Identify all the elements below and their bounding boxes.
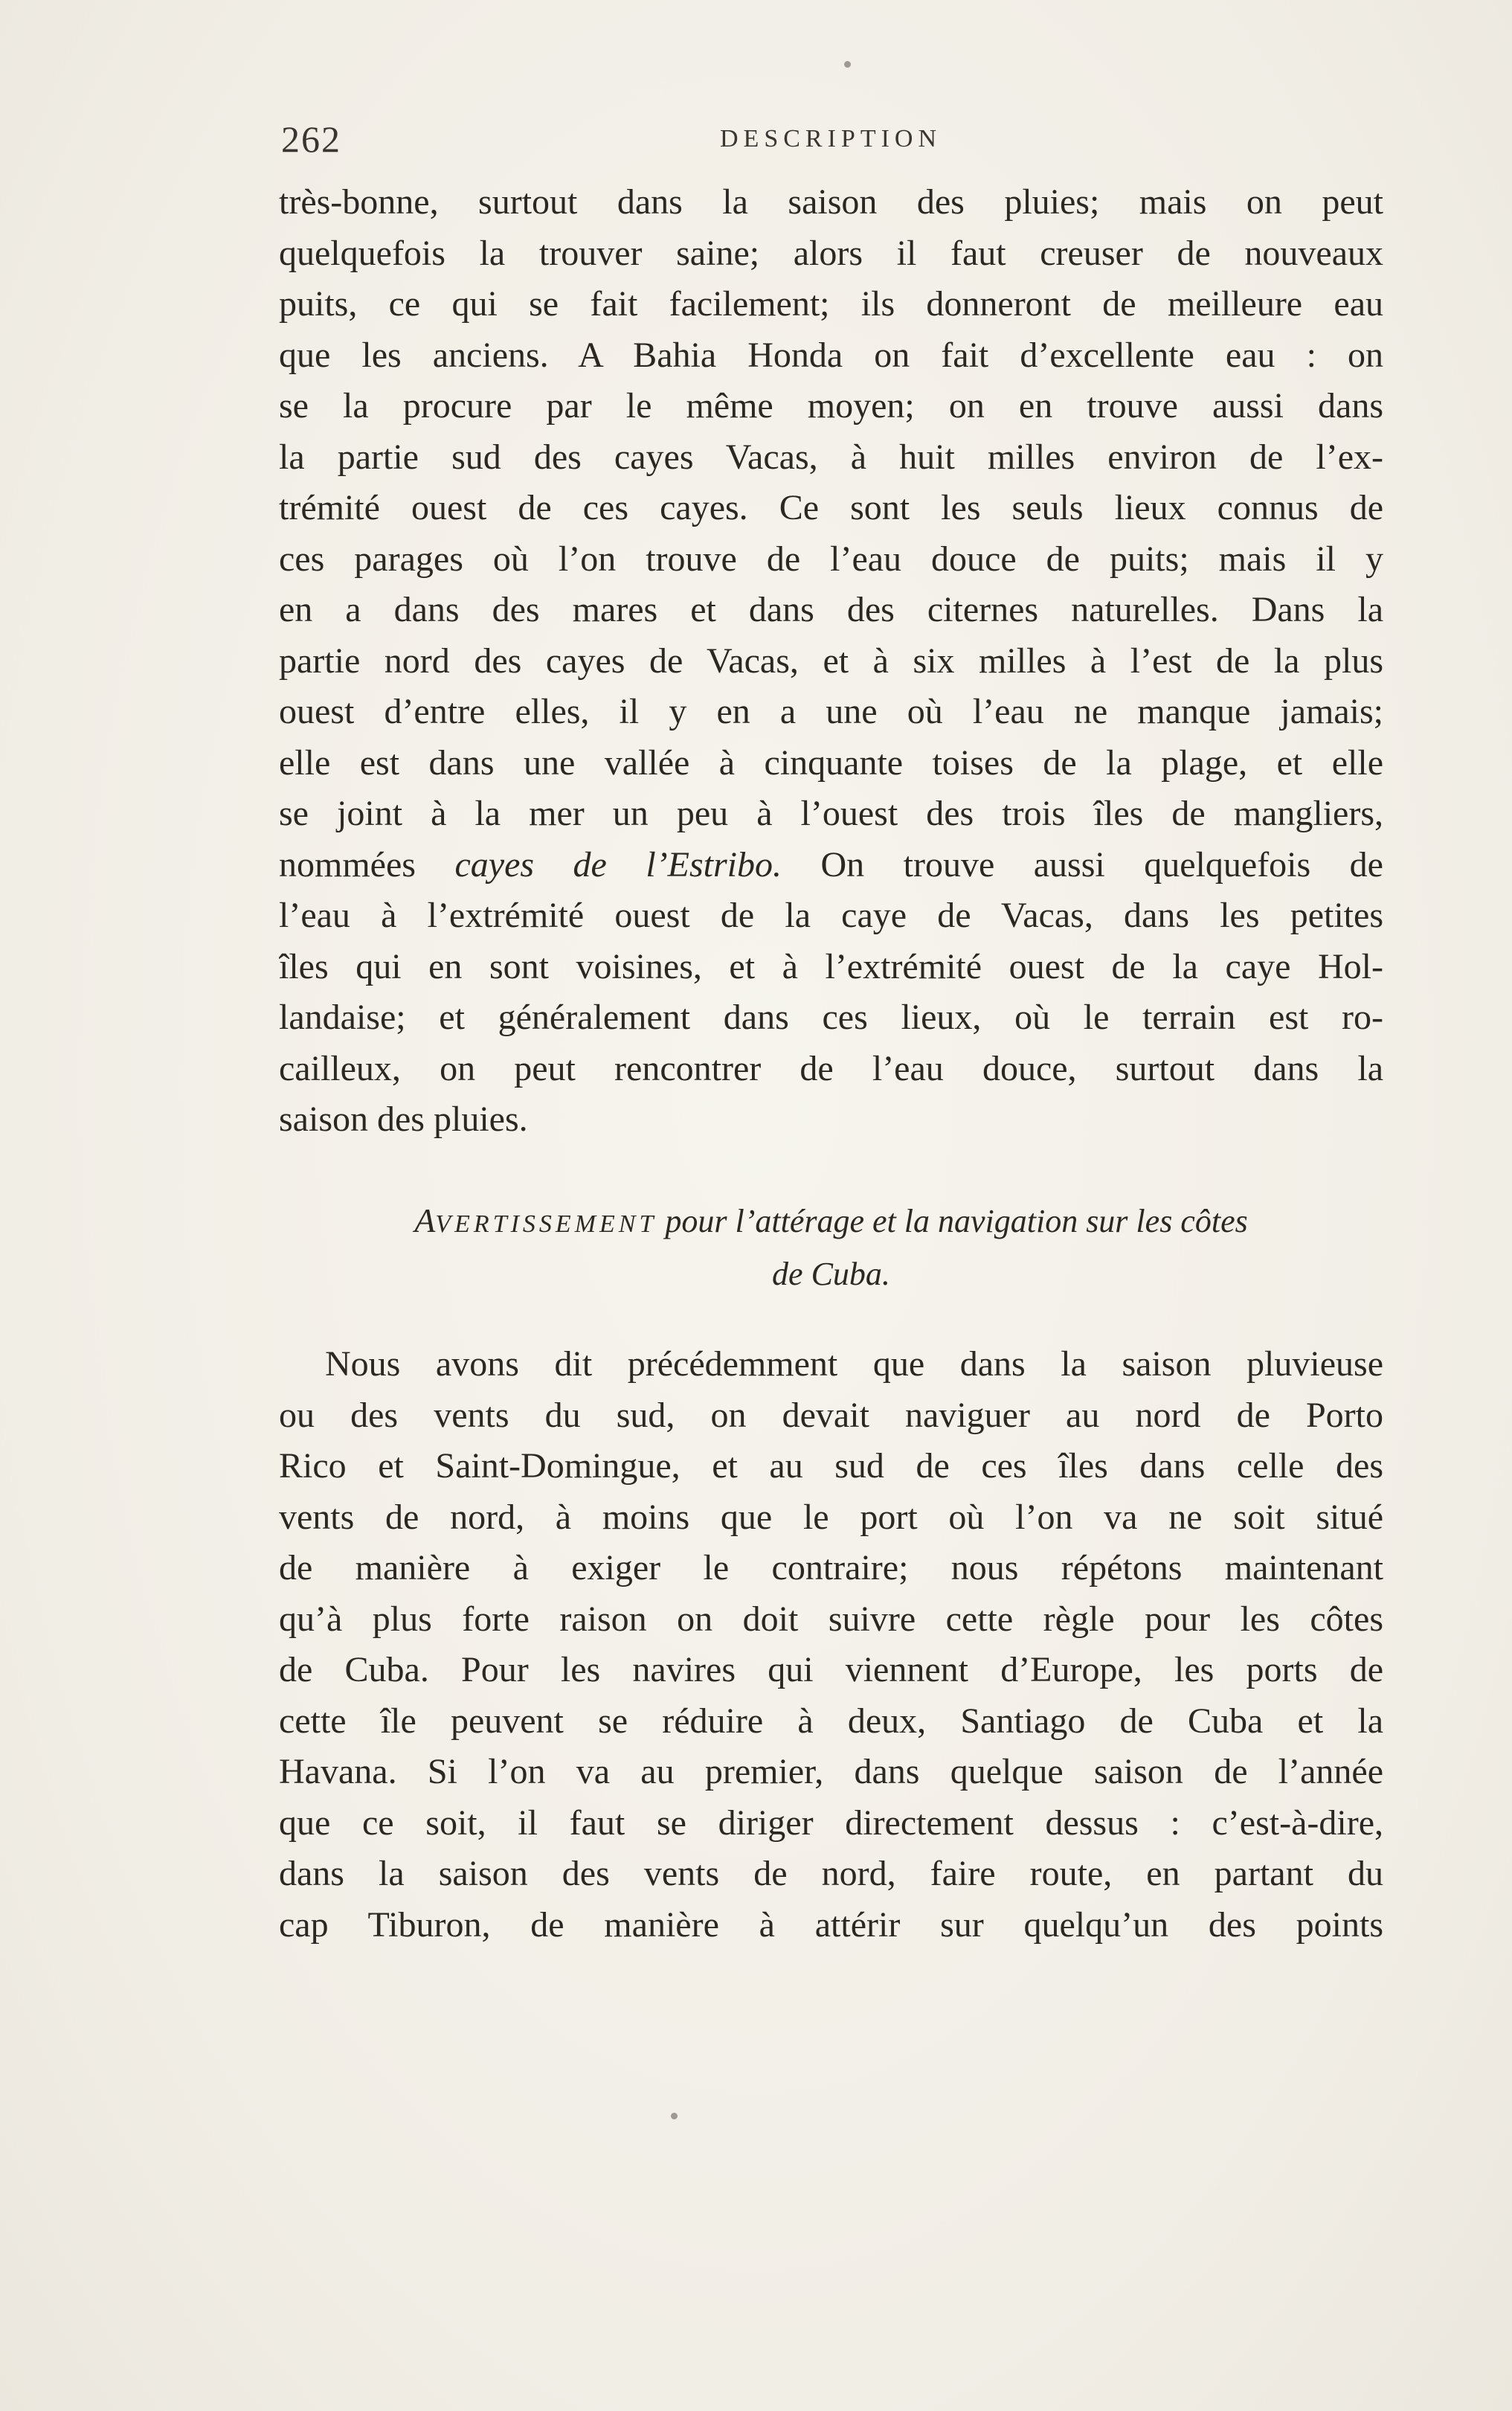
- text-line: trémité ouest de ces cayes. Ce sont les seuls lieux connus de: [279, 488, 1383, 527]
- text-line-indented: Nous avons dit précédemment que dans la saison pluvieuse: [325, 1344, 1383, 1384]
- heading-line-2: de Cuba.: [772, 1256, 890, 1292]
- text-line: se joint à la mer un peu à l’ouest des trois îles de mangliers,: [279, 794, 1383, 833]
- text-line: ces parages où l’on trouve de l’eau douce de puits; mais il y: [279, 539, 1383, 579]
- text-line: cap Tiburon, de manière à attérir sur quelqu’un des points: [279, 1904, 1383, 1945]
- text-line: quelquefois la trouver saine; alors il faut creuser de nouveaux: [279, 233, 1383, 273]
- paper-speck: [844, 61, 851, 68]
- running-head: [281, 118, 1383, 162]
- text-line: de Cuba. Pour les navires qui viennent d’Europe, les ports de: [279, 1650, 1383, 1689]
- text-line: très-bonne, surtout dans la saison des pluies; mais on peut: [279, 182, 1383, 222]
- text-line: se la procure par le même moyen; on en trouve aussi dans: [279, 386, 1383, 426]
- paragraph-1: [279, 177, 1383, 1146]
- text-line: la partie sud des cayes Vacas, à huit milles environ de l’ex-: [279, 437, 1383, 477]
- text-line: vents de nord, à moins que le port où l’on va ne soit situé: [279, 1497, 1383, 1537]
- heading-initial: A: [414, 1201, 436, 1239]
- text-line: ouest d’entre elles, il y en a une où l’eau ne manque jamais;: [279, 692, 1383, 731]
- text-line-mixed: [279, 840, 1383, 891]
- text-line: Rico et Saint-Domingue, et au sud de ces îles dans celle des: [279, 1446, 1383, 1486]
- text-line: dans la saison des vents de nord, faire route, en partant du: [279, 1854, 1383, 1893]
- page-number: 262: [281, 118, 341, 160]
- text-line: cette île peuvent se réduire à deux, Santiago de Cuba et la: [279, 1701, 1383, 1741]
- text-line: landaise; et généralement dans ces lieux, où le terrain est ro-: [279, 998, 1383, 1037]
- paper-speck: [671, 2113, 678, 2119]
- text-line: partie nord des cayes de Vacas, et à six milles à l’est de la plus: [279, 641, 1383, 681]
- heading-rest: pour l’attérage et la navigation sur les côtes: [657, 1203, 1248, 1239]
- text-run: On trouve aussi quelquefois de: [782, 844, 1383, 885]
- text-line-last: saison des pluies.: [279, 1099, 528, 1139]
- text-run: nommées: [279, 844, 455, 885]
- text-line: cailleux, on peut rencontrer de l’eau douce, surtout dans la: [279, 1048, 1383, 1088]
- text-line: l’eau à l’extrémité ouest de la caye de Vacas, dans les petites: [279, 896, 1383, 935]
- text-line: qu’à plus forte raison on doit suivre cette règle pour les côtes: [279, 1599, 1383, 1639]
- text-line: îles qui en sont voisines, et à l’extrémité ouest de la caye Hol-: [279, 946, 1383, 986]
- text-line: Havana. Si l’on va au premier, dans quelque saison de l’année: [279, 1752, 1383, 1791]
- text-line: que les anciens. A Bahia Honda on fait d’excellente eau : on: [279, 335, 1383, 375]
- heading-small-caps: VERTISSEMENT: [435, 1210, 657, 1238]
- running-title: DESCRIPTION: [720, 125, 942, 153]
- paragraph-2: [279, 1339, 1383, 1951]
- italic-place-name: cayes de l’Estribo.: [454, 844, 782, 885]
- text-line: que ce soit, il faut se diriger directement dessus : c’est-à-dire,: [279, 1802, 1383, 1843]
- heading-line-1: [279, 1194, 1383, 1248]
- section-heading: [279, 1194, 1383, 1301]
- text-line: puits, ce qui se fait facilement; ils donneront de meilleure eau: [279, 284, 1383, 324]
- text-line: de manière à exiger le contraire; nous répétons maintenant: [279, 1548, 1383, 1587]
- text-line: elle est dans une vallée à cinquante toises de la plage, et elle: [279, 742, 1383, 783]
- text-line: ou des vents du sud, on devait naviguer au nord de Porto: [279, 1395, 1383, 1435]
- text-line: en a dans des mares et dans des citernes naturelles. Dans la: [279, 590, 1383, 629]
